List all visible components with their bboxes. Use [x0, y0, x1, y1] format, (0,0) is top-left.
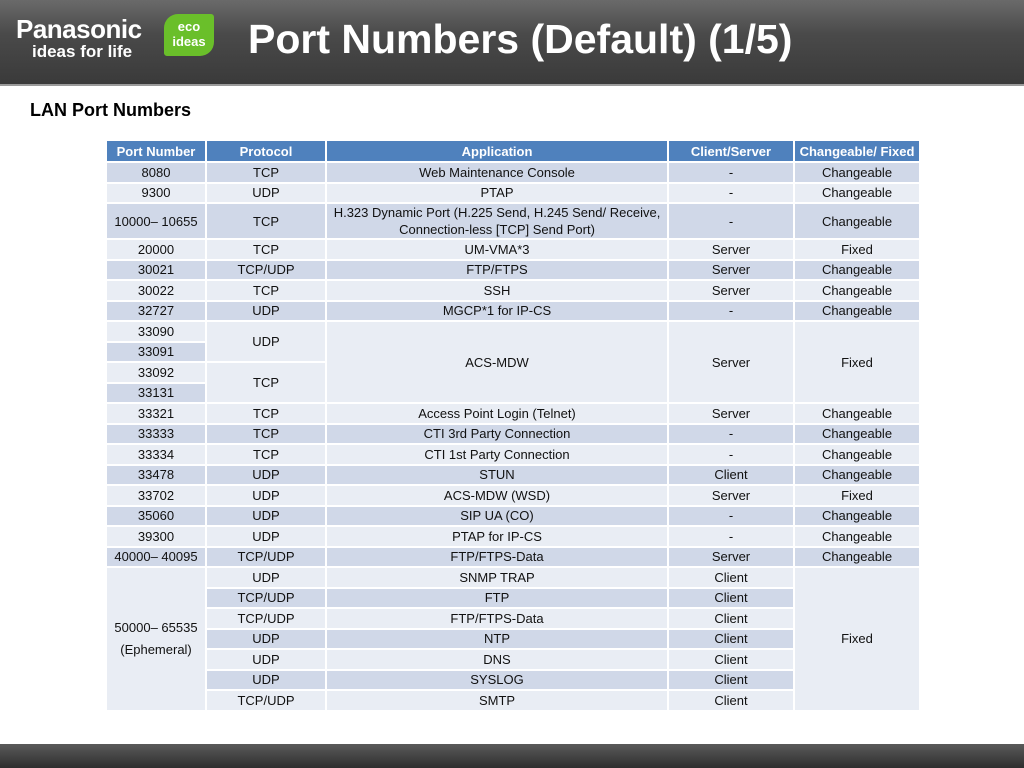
ephemeral-port-range: 50000– 65535: [114, 620, 198, 636]
table-row: [106, 465, 920, 486]
table-row: [106, 162, 920, 183]
port-cell: 40000– 40095: [106, 547, 206, 568]
changeable-cell: Fixed: [794, 567, 920, 711]
client-server-cell: Client: [668, 608, 794, 629]
application-cell: FTP: [326, 588, 668, 609]
changeable-cell: Fixed: [794, 239, 920, 260]
table-row: [106, 485, 920, 506]
col-port-number: Port Number: [106, 140, 206, 162]
application-cell: Access Point Login (Telnet): [326, 403, 668, 424]
application-cell: CTI 1st Party Connection: [326, 444, 668, 465]
changeable-cell: Changeable: [794, 424, 920, 445]
client-server-cell: Client: [668, 629, 794, 650]
application-cell: PTAP: [326, 183, 668, 204]
table-caption: LAN Port Numbers: [30, 100, 192, 120]
client-server-cell: Client: [668, 649, 794, 670]
application-cell: H.323 Dynamic Port (H.225 Send, H.245 Send/ Receive, Connection-less [TCP] Send Port): [326, 203, 668, 239]
table-row: [106, 444, 920, 465]
port-cell: 33321: [106, 403, 206, 424]
changeable-cell: Changeable: [794, 162, 920, 183]
protocol-cell: UDP: [206, 629, 326, 650]
port-table: [105, 139, 921, 712]
port-cell: 33478: [106, 465, 206, 486]
port-cell: 30022: [106, 280, 206, 301]
protocol-cell: UDP: [206, 567, 326, 588]
table-row: [106, 280, 920, 301]
client-server-cell: Server: [668, 280, 794, 301]
protocol-cell: TCP: [206, 280, 326, 301]
table-row: [106, 203, 920, 239]
changeable-cell: Changeable: [794, 280, 920, 301]
col-changeable-fixed: Changeable/ Fixed: [794, 140, 920, 162]
table-row: [106, 239, 920, 260]
client-server-cell: Server: [668, 403, 794, 424]
table-row: [106, 321, 920, 342]
protocol-cell: TCP: [206, 424, 326, 445]
client-server-cell: Server: [668, 485, 794, 506]
protocol-cell: TCP: [206, 239, 326, 260]
application-cell: STUN: [326, 465, 668, 486]
table-row: [106, 301, 920, 322]
table-row: [106, 547, 920, 568]
eco-label: eco: [177, 19, 201, 34]
protocol-cell: UDP: [206, 649, 326, 670]
application-cell: NTP: [326, 629, 668, 650]
application-cell: SYSLOG: [326, 670, 668, 691]
application-cell: MGCP*1 for IP-CS: [326, 301, 668, 322]
col-client-server: Client/Server: [668, 140, 794, 162]
table-row: [106, 506, 920, 527]
client-server-cell: Server: [668, 321, 794, 403]
changeable-cell: Changeable: [794, 183, 920, 204]
port-cell: 39300: [106, 526, 206, 547]
protocol-cell: UDP: [206, 526, 326, 547]
application-cell: FTP/FTPS: [326, 260, 668, 281]
protocol-cell: UDP: [206, 670, 326, 691]
changeable-cell: Changeable: [794, 526, 920, 547]
table-row: [106, 526, 920, 547]
protocol-cell: TCP/UDP: [206, 690, 326, 711]
changeable-cell: Changeable: [794, 444, 920, 465]
col-application: Application: [326, 140, 668, 162]
port-cell: 33702: [106, 485, 206, 506]
application-cell: UM-VMA*3: [326, 239, 668, 260]
application-cell: Web Maintenance Console: [326, 162, 668, 183]
protocol-cell: TCP: [206, 162, 326, 183]
protocol-cell: TCP: [206, 362, 326, 403]
application-cell: FTP/FTPS-Data: [326, 608, 668, 629]
ideas-label: ideas: [172, 34, 206, 49]
port-cell: 10000– 10655: [106, 203, 206, 239]
port-cell: 32727: [106, 301, 206, 322]
client-server-cell: Client: [668, 465, 794, 486]
table-row: [106, 424, 920, 445]
client-server-cell: -: [668, 203, 794, 239]
changeable-cell: Changeable: [794, 547, 920, 568]
brand-name: Panasonic: [16, 14, 142, 44]
application-cell: PTAP for IP-CS: [326, 526, 668, 547]
protocol-cell: UDP: [206, 485, 326, 506]
changeable-cell: Changeable: [794, 506, 920, 527]
protocol-cell: TCP: [206, 444, 326, 465]
changeable-cell: Changeable: [794, 403, 920, 424]
client-server-cell: -: [668, 526, 794, 547]
application-cell: SMTP: [326, 690, 668, 711]
changeable-cell: Changeable: [794, 465, 920, 486]
protocol-cell: UDP: [206, 506, 326, 527]
client-server-cell: Client: [668, 588, 794, 609]
application-cell: SNMP TRAP: [326, 567, 668, 588]
port-cell: 33131: [106, 383, 206, 404]
ephemeral-port-cell: [106, 567, 206, 711]
protocol-cell: TCP/UDP: [206, 608, 326, 629]
port-cell: 33091: [106, 342, 206, 363]
client-server-cell: -: [668, 301, 794, 322]
port-cell: 9300: [106, 183, 206, 204]
table-row: [106, 567, 920, 588]
port-cell: 33334: [106, 444, 206, 465]
changeable-cell: Fixed: [794, 321, 920, 403]
client-server-cell: -: [668, 444, 794, 465]
application-cell: ACS-MDW (WSD): [326, 485, 668, 506]
application-cell: FTP/FTPS-Data: [326, 547, 668, 568]
protocol-cell: UDP: [206, 465, 326, 486]
changeable-cell: Changeable: [794, 260, 920, 281]
protocol-cell: TCP/UDP: [206, 260, 326, 281]
col-protocol: Protocol: [206, 140, 326, 162]
port-cell: 33333: [106, 424, 206, 445]
port-cell: 35060: [106, 506, 206, 527]
client-server-cell: Client: [668, 670, 794, 691]
table-header-row: [106, 140, 920, 162]
port-cell: 33092: [106, 362, 206, 383]
changeable-cell: Fixed: [794, 485, 920, 506]
protocol-cell: UDP: [206, 321, 326, 362]
table-row: [106, 403, 920, 424]
table-row: [106, 183, 920, 204]
port-cell: 20000: [106, 239, 206, 260]
application-cell: ACS-MDW: [326, 321, 668, 403]
application-cell: DNS: [326, 649, 668, 670]
header-divider: [0, 84, 1024, 86]
application-cell: SSH: [326, 280, 668, 301]
slide-title: Port Numbers (Default) (1/5): [248, 16, 793, 62]
client-server-cell: Client: [668, 567, 794, 588]
changeable-cell: Changeable: [794, 203, 920, 239]
table-row: [106, 260, 920, 281]
protocol-cell: TCP: [206, 403, 326, 424]
protocol-cell: TCP: [206, 203, 326, 239]
protocol-cell: TCP/UDP: [206, 588, 326, 609]
client-server-cell: Client: [668, 690, 794, 711]
client-server-cell: Server: [668, 547, 794, 568]
protocol-cell: TCP/UDP: [206, 547, 326, 568]
client-server-cell: Server: [668, 239, 794, 260]
client-server-cell: -: [668, 506, 794, 527]
port-cell: 8080: [106, 162, 206, 183]
client-server-cell: Server: [668, 260, 794, 281]
client-server-cell: -: [668, 424, 794, 445]
client-server-cell: -: [668, 162, 794, 183]
application-cell: CTI 3rd Party Connection: [326, 424, 668, 445]
ephemeral-port-note: (Ephemeral): [120, 642, 192, 658]
port-cell: 30021: [106, 260, 206, 281]
changeable-cell: Changeable: [794, 301, 920, 322]
protocol-cell: UDP: [206, 301, 326, 322]
eco-ideas-badge: [164, 14, 214, 56]
protocol-cell: UDP: [206, 183, 326, 204]
application-cell: SIP UA (CO): [326, 506, 668, 527]
port-cell: 33090: [106, 321, 206, 342]
client-server-cell: -: [668, 183, 794, 204]
slide-footer-bar: [0, 744, 1024, 768]
brand-tagline: ideas for life: [32, 42, 133, 61]
